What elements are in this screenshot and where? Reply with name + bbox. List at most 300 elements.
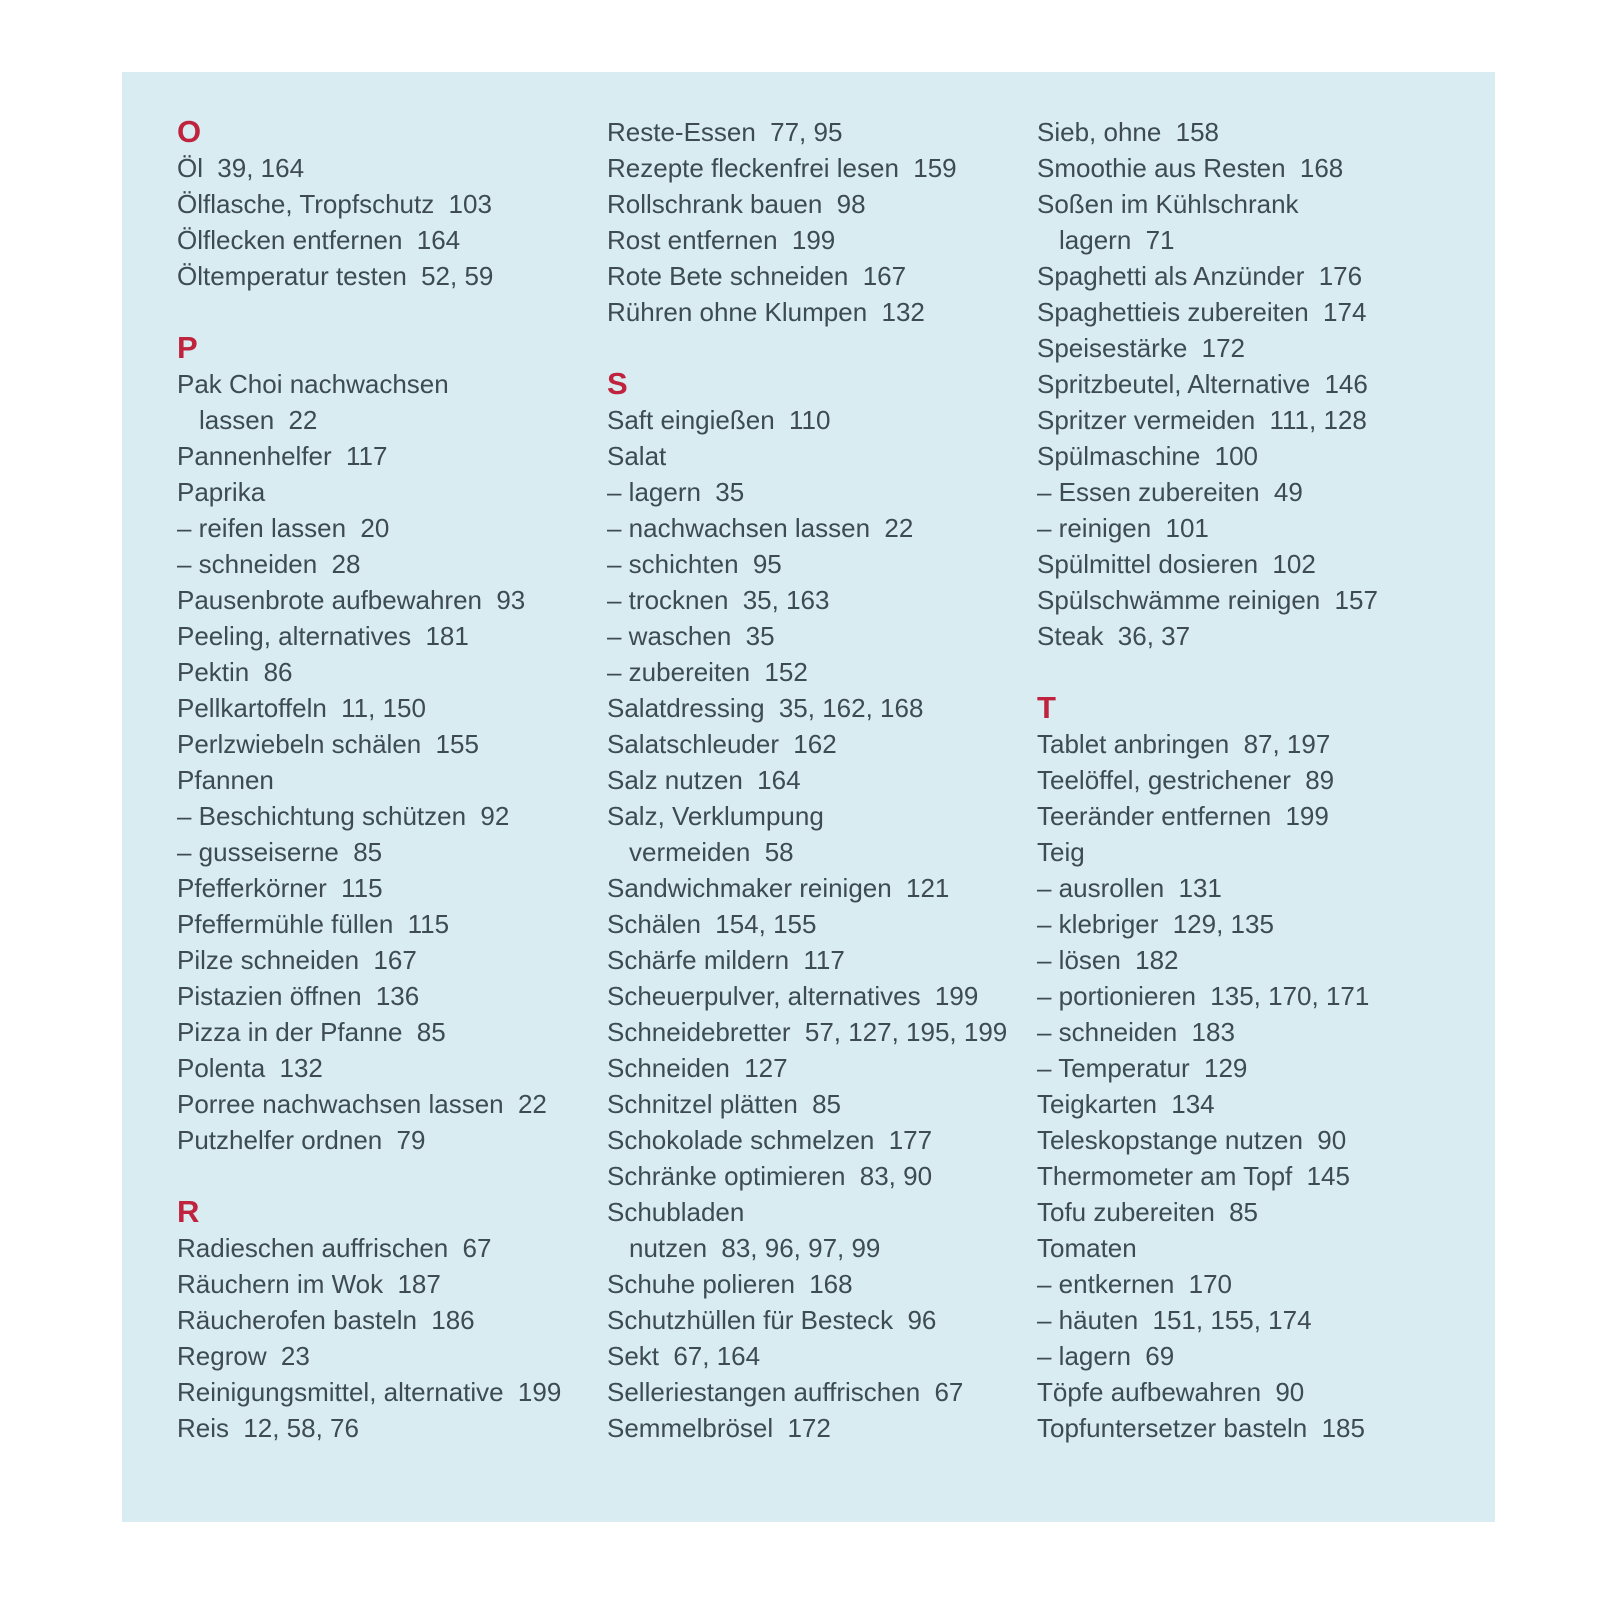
entry-pages: 67 [462,1233,492,1263]
index-subentry [177,510,607,546]
entry-term: Spritzer vermeiden [1037,405,1256,435]
index-entry [607,978,1037,1014]
entry-term: Schneiden [607,1053,730,1083]
entry-term: Pistazien öffnen [177,981,362,1011]
index-entry [177,726,607,762]
entry-term: – ausrollen [1037,873,1165,903]
entry-pages: 115 [407,909,450,939]
entry-pages: 93 [496,585,526,615]
entry-pages: 146 [1324,369,1368,399]
entry-term: Tomaten [1037,1233,1137,1263]
index-entry [1037,402,1467,438]
entry-term: Pausenbrote aufbewahren [177,585,483,615]
entry-term: Sieb, ohne [1037,117,1162,147]
index-section-o [177,114,607,294]
index-column-2 [607,114,1037,1446]
index-subentry [1037,1050,1467,1086]
entry-term: Teelöffel, gestrichener [1037,765,1291,795]
index-columns [122,72,1495,1446]
index-entry [177,1086,607,1122]
entry-term: Ölflecken entfernen [177,225,403,255]
entry-term: Porree nachwachsen lassen [177,1089,504,1119]
entry-pages: 167 [862,261,907,291]
entry-pages: 98 [836,189,866,219]
entry-term: – Temperatur [1037,1053,1190,1083]
entry-pages: 199 [791,225,836,255]
entry-pages: 145 [1306,1161,1350,1191]
entry-pages: 35, 162, 168 [778,693,924,723]
entry-pages: 162 [793,729,837,759]
index-entry [607,1086,1037,1122]
index-entry [177,1410,607,1446]
index-entry [177,1302,607,1338]
entry-pages: 67 [934,1377,964,1407]
entry-term: Spaghetti als Anzünder [1037,261,1305,291]
entry-term: Spülmittel dosieren [1037,549,1259,579]
entry-pages: 58 [764,837,794,867]
entry-pages: 115 [341,873,383,903]
entry-pages: 185 [1321,1413,1365,1443]
entry-pages: 69 [1145,1341,1175,1371]
entry-pages: 117 [803,945,845,975]
index-entry [1037,1410,1467,1446]
entry-term: Pizza in der Pfanne [177,1017,403,1047]
entry-term: Perlzwiebeln schälen [177,729,422,759]
entry-term: – reinigen [1037,513,1152,543]
entry-term: Teigkarten [1037,1089,1157,1119]
entry-pages: 85 [1229,1197,1259,1227]
entry-term: – klebriger [1037,909,1159,939]
entry-pages: 164 [757,765,801,795]
entry-term: Rote Bete schneiden [607,261,849,291]
entry-pages: 176 [1318,261,1363,291]
entry-term: Ölflasche, Tropfschutz [177,189,435,219]
index-entry [607,870,1037,906]
section-letter: P [177,330,198,365]
entry-term: Schälen [607,909,701,939]
index-subentry [607,582,1037,618]
index-column-3 [1037,114,1467,1446]
index-entry [607,1050,1037,1086]
entry-pages: 199 [1285,801,1329,831]
entry-pages: 135, 170, 171 [1210,981,1370,1011]
entry-pages: 67, 164 [673,1341,761,1371]
index-column-1 [177,114,607,1446]
index-entry [607,1410,1037,1446]
entry-pages: 23 [280,1341,310,1371]
index-entry [607,150,1037,186]
entry-term: Rost entfernen [607,225,778,255]
entry-term: vermeiden [629,837,751,867]
entry-pages: 129, 135 [1172,909,1274,939]
entry-term: Räucherofen basteln [177,1305,417,1335]
index-subentry [1037,1014,1467,1050]
entry-term: Pak Choi nachwachsen [177,369,449,399]
entry-pages: 172 [1201,333,1245,363]
entry-pages: 117 [345,441,388,471]
entry-pages: 11, 150 [341,693,426,723]
index-entry [1037,1086,1467,1122]
index-entry [1037,186,1467,222]
entry-pages: 95 [752,549,782,579]
entry-term: Schränke optimieren [607,1161,846,1191]
index-subentry [177,834,607,870]
index-entry [607,222,1037,258]
entry-pages: 152 [764,657,808,687]
entry-term: Teeränder entfernen [1037,801,1272,831]
index-entry [607,438,1037,474]
entry-term: Smoothie aus Resten [1037,153,1286,183]
entry-pages: 22 [884,513,914,543]
entry-term: Schärfe mildern [607,945,790,975]
entry-pages: 90 [1317,1125,1347,1155]
entry-term: Pilze schneiden [177,945,360,975]
index-subentry [607,618,1037,654]
entry-pages: 157 [1334,585,1378,615]
index-subentry [1037,1266,1467,1302]
entry-pages: 177 [888,1125,933,1155]
index-entry [177,366,607,402]
entry-pages: 83, 90 [859,1161,933,1191]
index-entry [177,258,607,294]
entry-term: Öltemperatur testen [177,261,407,291]
entry-term: Semmelbrösel [607,1413,774,1443]
index-entry [1037,1374,1467,1410]
entry-term: Salat [607,441,667,471]
entry-term: Polenta [177,1053,266,1083]
section-letter: O [177,114,202,149]
entry-term: Salatschleuder [607,729,779,759]
index-section-r [177,1194,607,1446]
index-entry [177,1230,607,1266]
entry-pages: 79 [396,1125,426,1155]
entry-pages: 85 [353,837,383,867]
entry-term: Speisestärke [1037,333,1188,363]
index-subentry [1037,942,1467,978]
index-entry [607,906,1037,942]
index-entry [607,1194,1037,1230]
entry-term: Pfeffermühle füllen [177,909,394,939]
index-subentry [607,546,1037,582]
entry-term: – trocknen [607,585,729,615]
index-entry [1037,330,1467,366]
index-entry [177,870,607,906]
entry-pages: 129 [1204,1053,1248,1083]
entry-term: Steak [1037,621,1104,651]
entry-pages: 103 [448,189,492,219]
entry-term: Putzhelfer ordnen [177,1125,383,1155]
entry-term: Topfuntersetzer basteln [1037,1413,1308,1443]
entry-term: Rollschrank bauen [607,189,823,219]
index-entry [1037,1122,1467,1158]
entry-term: Pfannen [177,765,274,795]
entry-term: Pektin [177,657,250,687]
entry-term: Spülmaschine [1037,441,1201,471]
entry-term: – zubereiten [607,657,751,687]
index-entry [1037,114,1467,150]
entry-pages: 89 [1305,765,1335,795]
entry-pages: 174 [1323,297,1367,327]
entry-term: Teig [1037,837,1085,867]
entry-pages: 92 [480,801,510,831]
index-entry [177,1122,607,1158]
entry-pages: 168 [1299,153,1344,183]
entry-pages: 186 [431,1305,475,1335]
index-entry [1037,366,1467,402]
entry-pages: 132 [279,1053,323,1083]
entry-term: – schneiden [1037,1017,1178,1047]
entry-term: Pfefferkörner [177,873,327,903]
entry-term: Thermometer am Topf [1037,1161,1293,1191]
index-entry [607,1338,1037,1374]
entry-pages: 22 [288,405,318,435]
entry-pages: 87, 197 [1243,729,1331,759]
index-subentry [1037,510,1467,546]
entry-term: Öl [177,153,203,183]
index-subentry [607,654,1037,690]
index-entry [607,690,1037,726]
index-entry-continuation [1037,222,1467,258]
entry-pages: 22 [517,1089,547,1119]
entry-pages: 85 [416,1017,446,1047]
section-letter: R [177,1194,200,1229]
index-entry [1037,1158,1467,1194]
index-subentry [1037,906,1467,942]
index-entry [1037,834,1467,870]
index-subentry [1037,474,1467,510]
entry-term: – Essen zubereiten [1037,477,1260,507]
entry-term: – lösen [1037,945,1121,975]
index-entry [177,978,607,1014]
entry-pages: 121 [906,873,950,903]
entry-term: – reifen lassen [177,513,347,543]
entry-term: Spaghettieis zubereiten [1037,297,1309,327]
index-entry [1037,294,1467,330]
index-section [1037,114,1467,654]
entry-pages: 111, 128 [1269,405,1367,435]
index-section-s [607,366,1037,1446]
index-subentry [1037,870,1467,906]
entry-pages: 110 [788,405,831,435]
entry-term: Schneidebretter [607,1017,791,1047]
entry-term: – nachwachsen lassen [607,513,871,543]
index-subentry [177,546,607,582]
entry-term: – lagern [1037,1341,1131,1371]
index-entry [177,474,607,510]
entry-pages: 134 [1171,1089,1215,1119]
entry-term: – waschen [607,621,732,651]
entry-pages: 172 [787,1413,831,1443]
entry-pages: 100 [1214,441,1258,471]
index-entry [177,222,607,258]
entry-term: Paprika [177,477,266,507]
index-entry [177,906,607,942]
index-entry [607,1374,1037,1410]
entry-pages: 155 [435,729,479,759]
index-section [607,114,1037,330]
entry-pages: 36, 37 [1117,621,1191,651]
entry-term: Pellkartoffeln [177,693,327,723]
entry-pages: 168 [809,1269,853,1299]
section-letter: T [1037,690,1056,725]
index-subentry [177,798,607,834]
index-entry [1037,546,1467,582]
entry-term: Radieschen auffrischen [177,1233,449,1263]
index-entry [177,1338,607,1374]
index-entry [177,186,607,222]
index-entry [1037,582,1467,618]
index-entry [1037,798,1467,834]
section-letter: S [607,366,628,401]
index-entry [1037,1194,1467,1230]
index-entry [177,762,607,798]
entry-term: lagern [1059,225,1132,255]
entry-pages: 182 [1135,945,1179,975]
entry-term: – portionieren [1037,981,1196,1011]
entry-term: Pannenhelfer [177,441,332,471]
entry-term: Salz nutzen [607,765,743,795]
index-entry [177,582,607,618]
index-entry [607,942,1037,978]
entry-term: Peeling, alternatives [177,621,412,651]
entry-term: Sandwichmaker reinigen [607,873,892,903]
index-entry [1037,618,1467,654]
entry-pages: 164 [416,225,461,255]
entry-pages: 127 [744,1053,788,1083]
index-entry [177,438,607,474]
entry-term: Tablet anbringen [1037,729,1230,759]
index-subentry [1037,978,1467,1014]
entry-term: Räuchern im Wok [177,1269,384,1299]
index-entry [177,1014,607,1050]
index-entry [1037,762,1467,798]
entry-pages: 151, 155, 174 [1152,1305,1312,1335]
entry-term: Scheuerpulver, alternatives [607,981,921,1011]
entry-pages: 96 [907,1305,937,1335]
entry-pages: 132 [881,297,925,327]
index-entry [177,1050,607,1086]
entry-term: – lagern [607,477,701,507]
entry-term: – schichten [607,549,739,579]
entry-pages: 183 [1191,1017,1235,1047]
index-subentry [607,510,1037,546]
index-entry-continuation [177,402,607,438]
entry-pages: 35, 163 [742,585,830,615]
entry-term: – gusseiserne [177,837,339,867]
entry-term: Regrow [177,1341,267,1371]
index-entry [1037,150,1467,186]
entry-pages: 90 [1275,1377,1305,1407]
index-entry [1037,1230,1467,1266]
entry-pages: 28 [331,549,361,579]
entry-term: Tofu zubereiten [1037,1197,1215,1227]
entry-term: – häuten [1037,1305,1139,1335]
entry-pages: 35 [745,621,775,651]
entry-term: Schutzhüllen für Besteck [607,1305,894,1335]
index-subentry [1037,1338,1467,1374]
entry-term: Reinigungsmittel, alternative [177,1377,504,1407]
entry-pages: 170 [1188,1269,1233,1299]
entry-pages: 181 [425,621,469,651]
entry-term: Schokolade schmelzen [607,1125,875,1155]
entry-term: lassen [199,405,275,435]
index-subentry [1037,1302,1467,1338]
index-entry [607,1122,1037,1158]
entry-term: Schubladen [607,1197,745,1227]
entry-pages: 20 [360,513,390,543]
entry-term: Reis [177,1413,230,1443]
entry-pages: 159 [913,153,957,183]
entry-pages: 49 [1273,477,1303,507]
entry-term: Saft eingießen [607,405,775,435]
entry-term: Rühren ohne Klumpen [607,297,868,327]
entry-pages: 154, 155 [715,909,817,939]
index-section-t [1037,690,1467,1446]
index-section-p [177,330,607,1158]
entry-pages: 85 [812,1089,842,1119]
index-entry [607,1158,1037,1194]
entry-pages: 101 [1165,513,1209,543]
entry-pages: 77, 95 [770,117,843,147]
index-entry-continuation [607,1230,1037,1266]
entry-term: – schneiden [177,549,318,579]
entry-pages: 158 [1175,117,1220,147]
index-entry [607,798,1037,834]
entry-pages: 39, 164 [217,153,305,183]
entry-pages: 131 [1178,873,1222,903]
index-entry [177,1266,607,1302]
index-entry [1037,258,1467,294]
index-entry [607,294,1037,330]
entry-term: Rezepte fleckenfrei lesen [607,153,899,183]
entry-pages: 86 [263,657,293,687]
entry-term: – Beschichtung schützen [177,801,467,831]
entry-term: Teleskopstange nutzen [1037,1125,1303,1155]
index-entry [607,1302,1037,1338]
index-entry [1037,726,1467,762]
entry-term: Spritzbeutel, Alternative [1037,369,1311,399]
entry-pages: 52, 59 [421,261,494,291]
index-entry [607,258,1037,294]
entry-term: Selleriestangen auffrischen [607,1377,921,1407]
index-entry [177,654,607,690]
index-entry [607,726,1037,762]
entry-term: Schnitzel plätten [607,1089,798,1119]
entry-term: Sekt [607,1341,660,1371]
entry-pages: 199 [934,981,979,1011]
entry-term: nutzen [629,1233,708,1263]
index-entry [607,186,1037,222]
entry-pages: 102 [1272,549,1316,579]
index-entry [177,690,607,726]
entry-term: Spülschwämme reinigen [1037,585,1321,615]
entry-pages: 83, 96, 97, 99 [721,1233,881,1263]
index-entry-continuation [607,834,1037,870]
entry-term: Töpfe aufbewahren [1037,1377,1262,1407]
entry-pages: 71 [1145,225,1175,255]
entry-pages: 35 [715,477,745,507]
index-entry [607,1266,1037,1302]
entry-term: Reste-Essen [607,117,756,147]
index-entry [607,1014,1037,1050]
index-entry [177,1374,607,1410]
index-entry [607,114,1037,150]
entry-pages: 57, 127, 195, 199 [804,1017,1008,1047]
entry-pages: 136 [375,981,420,1011]
entry-term: Soßen im Kühlschrank [1037,189,1299,219]
index-subentry [607,474,1037,510]
entry-term: – entkernen [1037,1269,1175,1299]
